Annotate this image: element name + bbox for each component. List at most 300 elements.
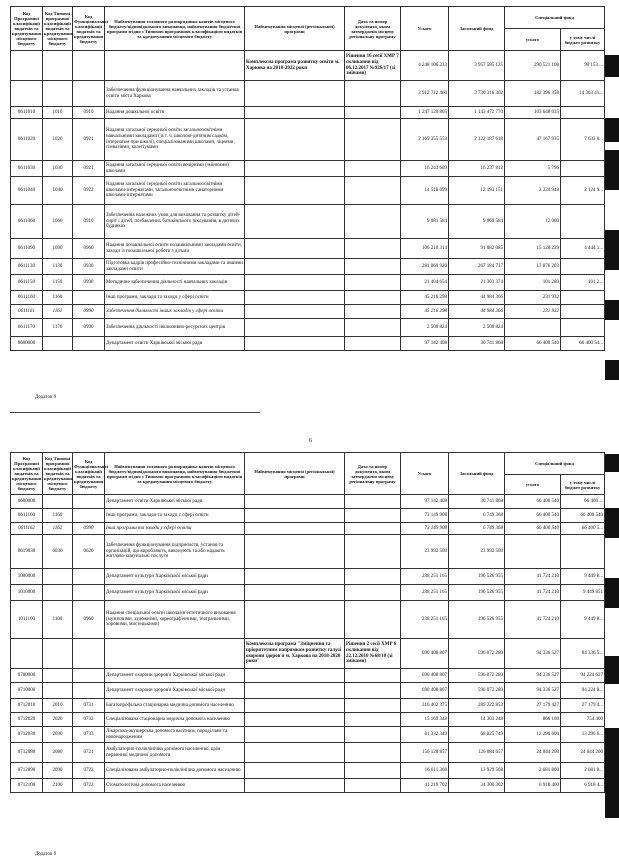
development-budget-cell: 90 153 ... [561,51,605,81]
total-cell: 9 081 584 [401,205,449,239]
table-row [11,535,605,569]
footer-note: Додаток 9 [35,395,57,400]
kfkvk-cell: 0620 [73,535,105,569]
general-fund-cell: 16 237 812 [449,161,505,177]
ktpkvk-cell [43,337,73,351]
doc-cell [345,291,401,305]
special-fund-cell: 94 336 527 [505,669,561,683]
general-fund-cell: 44 984 366 [449,291,505,305]
doc-cell [345,177,401,205]
ktpkvk-cell [43,495,73,509]
doc-cell [345,319,401,337]
general-fund-cell: 30 741 868 [449,337,505,351]
general-fund-cell: 1 143 472 770 [449,107,505,119]
program-cell [245,683,345,699]
table-row [11,743,605,763]
development-budget-cell: 94 224 8... [561,683,605,699]
special-fund-cell: 66 400 540 [505,337,561,351]
special-fund-cell: 27 179 427 [505,699,561,713]
total-cell: 4 248 106 233 [401,51,449,81]
document-page-1 [0,0,619,420]
doc-cell [345,683,401,699]
program-cell: Комплексна програма розвитку освіти м. Харкова на 2018-2022 роки [245,51,345,81]
table-row [11,319,605,337]
table-row [11,305,605,319]
special-fund-cell: 13 876 203 [505,259,561,275]
redaction-mark [605,55,619,77]
kfkvk-cell: 0732 [73,713,105,727]
development-budget-cell: 9 449 8... [561,569,605,585]
doc-cell [345,81,401,107]
ktpkvk-cell: 2020 [43,713,73,727]
total-cell: 41 219 702 [401,779,449,793]
total-cell: 150 128 857 [401,743,449,763]
kvk-cell: 0700000 [11,669,43,683]
doc-cell [345,305,401,319]
general-fund-cell: 21 303 374 [449,275,505,291]
general-fund-cell: 2 122 187 618 [449,119,505,161]
development-budget-cell: 94 224 627 [561,669,605,683]
name-cell: Підготовка кадрів професійно-технічними закладами та іншими закладами освіти [105,259,245,275]
name-cell: Надання дошкільної освіти [105,107,245,119]
development-budget-cell: 66 400 54... [561,337,605,351]
ktpkvk-cell: 1160 [43,509,73,523]
total-cell: 23 992 500 [401,535,449,569]
doc-cell [345,669,401,683]
special-fund-cell: 41 724 210 [505,601,561,639]
name-cell: Департамент охорони здоров'я Харківської міської ради [105,669,245,683]
kvk-cell: 0611010 [11,107,43,119]
kvk-cell: 0611130 [11,259,43,275]
kfkvk-cell [73,639,105,669]
program-cell [245,569,345,585]
general-fund-cell: 196 526 955 [449,601,505,639]
table-row [11,161,605,177]
total-cell: 97 142 408 [401,495,449,509]
special-fund-cell: 94 336 527 [505,683,561,699]
table-row [11,727,605,743]
ktpkvk-cell [43,569,73,585]
header-kfkvk: Код Функціональної класифікації видатків та кредитування бюджету [73,453,105,495]
total-cell: 2 169 355 553 [401,119,449,161]
doc-cell [345,337,401,351]
ktpkvk-cell: 2010 [43,699,73,713]
development-budget-cell: 94 336 5... [561,639,605,669]
table-row [11,639,605,669]
special-fund-cell: 12 296 600 [505,727,561,743]
doc-cell [345,713,401,727]
program-cell [245,305,345,319]
kvk-cell [11,639,43,669]
table-row [11,291,605,305]
table-row [11,495,605,509]
table-row [11,683,605,699]
development-budget-cell: 754 400 [561,713,605,727]
general-fund-cell: 9 069 584 [449,205,505,239]
kvk-cell: 0712020 [11,713,43,727]
kfkvk-cell [73,683,105,699]
kvk-cell: 0611060 [11,205,43,239]
general-fund-cell: 126 084 657 [449,743,505,763]
development-budget-cell [561,161,605,177]
table-row [11,205,605,239]
special-fund-cell: 66 400 540 [505,509,561,523]
table-row [11,509,605,523]
total-cell: 238 251 165 [401,601,449,639]
general-fund-cell: 596 072 280 [449,639,505,669]
doc-cell [345,259,401,275]
table-row [11,177,605,205]
name-cell: Надання загальної середньої освіти загальноосвітніми школами-інтернатами, загальноосвітніми санаторними школами-інтернатами [105,177,245,205]
ktpkvk-cell: 1090 [43,239,73,259]
total-cell: 21 404 654 [401,275,449,291]
ktpkvk-cell: 1162 [43,523,73,535]
special-fund-cell: 101 280 [505,275,561,291]
header-special-dev: у тому числі бюджет розвитку [561,29,605,51]
program-cell [245,177,345,205]
total-cell: 97 142 408 [401,337,449,351]
kfkvk-cell: 0960 [73,601,105,639]
doc-cell: Рішення 16 сесії ХМР 7 скликання від 06.12.2017 №926/17 (зі змінами) [345,51,401,81]
special-fund-cell: 2 681 800 [505,763,561,779]
header-ktpkvk: Код Типової програмної класифікації видатків та кредитування місцевого бюджету [43,453,73,495]
ktpkvk-cell: 2090 [43,763,73,779]
total-cell: 1 247 120 805 [401,107,449,119]
kfkvk-cell [73,337,105,351]
program-cell [245,523,345,535]
table-row [11,259,605,275]
ktpkvk-cell [43,81,73,107]
program-cell [245,509,345,523]
kvk-cell: 1010000 [11,585,43,601]
total-cell: 690 408 807 [401,639,449,669]
kfkvk-cell: 0990 [73,319,105,337]
special-fund-cell: 231 932 [505,291,561,305]
development-budget-cell: 7 633 0... [561,119,605,161]
doc-cell [345,275,401,291]
kvk-cell: 1000000 [11,569,43,585]
redaction-mark [605,300,619,320]
table-row [11,119,605,161]
development-budget-cell: 9 449 8... [561,601,605,639]
program-cell [245,779,345,793]
table-row [11,713,605,727]
kvk-cell: 0712090 [11,763,43,779]
header-general: Загальний фонд [449,7,505,51]
kvk-cell: 0600000 [11,495,43,509]
special-fund-cell: 290 521 108 [505,51,561,81]
kfkvk-cell: 0990 [73,275,105,291]
table-row [11,569,605,585]
special-fund-cell: 66 400 540 [505,495,561,509]
special-fund-cell: 182 396 358 [505,81,561,107]
footer-note: Додаток 9 [35,852,57,857]
program-cell [245,699,345,713]
name-cell: Багатопрофільна стаціонарна медична допомога населенню [105,699,245,713]
program-cell [245,495,345,509]
header-program: Найменування місцевої (регіональної) програми [245,7,345,51]
redaction-mark [605,656,619,684]
kfkvk-cell [73,669,105,683]
general-fund-cell: 23 992 500 [449,535,505,569]
name-cell: Департамент охорони здоров'я Харківської міської ради [105,683,245,699]
name-cell: Спеціалізована амбулаторно-поліклінічна допомога населенню [105,763,245,779]
total-cell: 73 149 908 [401,509,449,523]
development-budget-cell: 27 179 4... [561,699,605,713]
general-fund-cell: 596 072 280 [449,683,505,699]
kvk-cell: 0712100 [11,779,43,793]
doc-cell [345,601,401,639]
ktpkvk-cell: 2080 [43,743,73,763]
kvk-cell: 0611150 [11,275,43,291]
kfkvk-cell: 0930 [73,259,105,275]
doc-cell [345,495,401,509]
name-cell: Забезпечення діяльності інклюзивно-ресурсних центрів [105,319,245,337]
program-cell [245,713,345,727]
doc-cell [345,585,401,601]
development-budget-cell: 6 918 4... [561,779,605,793]
table-row [11,523,605,535]
ktpkvk-cell: 1040 [43,177,73,205]
program-cell [245,319,345,337]
program-cell [245,337,345,351]
header-total: Усього [401,453,449,495]
budget-table [10,452,605,793]
name-cell: Забезпечення функціонування підприємств, установ та організацій, що виробляють, виконують та/або надають житлово-комунальні послуги [105,535,245,569]
redaction-mark [605,728,619,818]
table-row [11,81,605,107]
table-row [11,779,605,793]
total-cell: 81 332 349 [401,727,449,743]
program-cell [245,259,345,275]
general-fund-cell: 267 184 717 [449,259,505,275]
header-kfkvk: Код Функціональної класифікації видатків та кредитування бюджету [73,7,105,51]
budget-table [10,6,605,351]
total-cell: 16 611 368 [401,763,449,779]
doc-cell [345,161,401,177]
doc-cell [345,727,401,743]
ktpkvk-cell: 1130 [43,259,73,275]
ktpkvk-cell [43,683,73,699]
name-cell: Амбулаторно-поліклінічна допомога населенню, крім первинної медичної допомоги [105,743,245,763]
development-budget-cell: 24 044 200 [561,743,605,763]
program-cell [245,205,345,239]
ktpkvk-cell: 6030 [43,535,73,569]
ktpkvk-cell: 1150 [43,275,73,291]
special-fund-cell: 41 724 210 [505,569,561,585]
ktpkvk-cell: 1020 [43,119,73,161]
kfkvk-cell [73,569,105,585]
total-cell: 238 251 165 [401,569,449,585]
doc-cell [345,107,401,119]
kfkvk-cell [73,291,105,305]
kvk-cell: 0712030 [11,727,43,743]
kfkvk-cell [73,81,105,107]
general-fund-cell: 3 957 585 125 [449,51,505,81]
header-ktpkvk: Код Типової програмної класифікації видатків та кредитування місцевого бюджету [43,7,73,51]
name-cell: Забезпечення діяльності інших закладів у сфері освіти [105,305,245,319]
name-cell: Надання позашкільної освіти позашкільними закладами освіти, заходи із позашкільної роботи з дітьми [105,239,245,259]
development-budget-cell [561,305,605,319]
header-name: Найменування головного розпорядника коштів місцевого бюджету/відповідального виконавця, найменування бюджетної програми згідно з Типовою програмною класифікацією видатків та кредитування місцевого бюджету [105,453,245,495]
ktpkvk-cell [43,639,73,669]
kfkvk-cell [73,51,105,81]
kvk-cell: 0611161 [11,305,43,319]
development-budget-cell [561,291,605,305]
name-cell: Надання спеціальної освіти школами естетичного виховання (музичними, художніми, хореографічними, театральними, хоровими, мистецькими) [105,601,245,639]
ktpkvk-cell: 1160 [43,291,73,305]
redaction-mark [605,454,619,472]
name-cell: Методичне забезпечення діяльності навчальних закладів [105,275,245,291]
header-name: Найменування головного розпорядника коштів місцевого бюджету/відповідального виконавця, найменування бюджетної програми згідно з Типовою програмною класифікацією видатків та кредитування місцевого бюджету [105,7,245,51]
kfkvk-cell [73,509,105,523]
special-fund-cell [505,319,561,337]
kfkvk-cell: 0721 [73,743,105,763]
kfkvk-cell: 0910 [73,107,105,119]
doc-cell [345,743,401,763]
name-cell: Інші програми, заклади та заходи у сфері освіти [105,509,245,523]
general-fund-cell: 13 929 568 [449,763,505,779]
total-cell: 316 402 375 [401,699,449,713]
redaction-mark [605,578,619,608]
program-cell [245,743,345,763]
ktpkvk-cell: 1010 [43,107,73,119]
general-fund-cell: 12 193 151 [449,177,505,205]
header-doc: Дата та номер документа, яким затверджено місцеву регіональну програму [345,453,401,495]
program-cell [245,535,345,569]
doc-cell [345,119,401,161]
doc-cell [345,779,401,793]
program-cell [245,119,345,161]
name-cell: Стоматологічна допомога населенню [105,779,245,793]
name-cell: Департамент культури Харківської міської ради [105,569,245,585]
development-budget-cell: 66 400 ... [561,495,605,509]
program-cell [245,669,345,683]
table-row [11,699,605,713]
kfkvk-cell: 0733 [73,727,105,743]
table-row [11,585,605,601]
development-budget-cell [561,107,605,119]
total-cell: 281 060 920 [401,259,449,275]
general-fund-cell: 14 303 248 [449,713,505,727]
special-fund-cell: 47 167 935 [505,119,561,161]
kfkvk-cell: 0731 [73,699,105,713]
kvk-cell: 0611020 [11,119,43,161]
development-budget-cell [561,259,605,275]
doc-cell [345,205,401,239]
special-fund-cell: 24 044 200 [505,743,561,763]
ktpkvk-cell [43,669,73,683]
ktpkvk-cell: 1030 [43,161,73,177]
development-budget-cell: 66 400 5... [561,523,605,535]
doc-cell [345,509,401,523]
general-fund-cell: 6 749 368 [449,509,505,523]
total-cell: 15 169 348 [401,713,449,727]
name-cell: Надання загальної середньої освіти вечірніми (змінними) школами [105,161,245,177]
total-cell: 690 408 807 [401,669,449,683]
general-fund-cell: 196 526 955 [449,585,505,601]
kfkvk-cell: 0722 [73,779,105,793]
kvk-cell: 0611162 [11,523,43,535]
total-cell: 73 149 908 [401,523,449,535]
table-row [11,239,605,259]
general-fund-cell: 30 741 868 [449,495,505,509]
development-budget-cell: 9 449 851 [561,585,605,601]
header-special: Спеціальний фонд [505,453,605,475]
general-fund-cell: 196 526 955 [449,569,505,585]
total-cell: 14 518 099 [401,177,449,205]
header-kvk: Код Програмної класифікації видатків та кредитування місцевого бюджету [11,7,43,51]
program-cell [245,763,345,779]
kvk-cell: 0619030 [11,535,43,569]
kvk-cell: 0710000 [11,683,43,699]
program-cell [245,239,345,259]
redaction-mark [605,150,619,190]
header-special-dev: у тому числі бюджет розвитку [561,475,605,495]
table-row [11,337,605,351]
kfkvk-cell [73,495,105,509]
name-cell: Департамент освіти Харківської міської ради [105,337,245,351]
program-cell [245,291,345,305]
doc-cell [345,569,401,585]
ktpkvk-cell: 1170 [43,319,73,337]
kvk-cell: 0611160 [11,509,43,523]
doc-cell [345,239,401,259]
development-budget-cell: 2 681 8... [561,763,605,779]
total-cell: 45 216 298 [401,305,449,319]
total-cell: 106 210 314 [401,239,449,259]
header-doc: Дата та номер документа, яким затверджено місцеву регіональну програму [345,7,401,51]
development-budget-cell: 101 2... [561,275,605,291]
special-fund-cell: 2 324 948 [505,177,561,205]
name-cell: Забезпечення функціонування навчальних закладів та установ освіти міста Харкова [105,81,245,107]
development-budget-cell: 13 296 6... [561,727,605,743]
development-budget-cell: 66 400 540 [561,509,605,523]
name-cell: Департамент освіти Харківської міської ради [105,495,245,509]
development-budget-cell [561,205,605,239]
program-cell [245,275,345,291]
ktpkvk-cell: 1060 [43,205,73,239]
special-fund-cell: 15 128 229 [505,239,561,259]
ktpkvk-cell [43,585,73,601]
name-cell: Департамент культури Харківської міської ради [105,585,245,601]
name-cell: Лікарсько-акушерська допомога вагітним, породіллям та новонародженим [105,727,245,743]
name-cell: Забезпечення належних умов для виховання та розвитку дітей-сиріт і дітей, позбавлених батьківського піклування, в дитячих будинках [105,205,245,239]
name-cell: Спеціалізована стаціонарна медична допомога населенню [105,713,245,727]
general-fund-cell: 6 749 368 [449,523,505,535]
ktpkvk-cell: 2100 [43,779,73,793]
total-cell: 16 243 609 [401,161,449,177]
table-row [11,763,605,779]
kvk-cell: 0611030 [11,161,43,177]
special-fund-cell: 66 400 540 [505,523,561,535]
kvk-cell: 0712080 [11,743,43,763]
table-row [11,107,605,119]
kvk-cell [11,51,43,81]
general-fund-cell: 3 730 316 302 [449,81,505,107]
total-cell: 45 216 298 [401,291,449,305]
kfkvk-cell: 0722 [73,763,105,779]
header-total: Усього [401,7,449,51]
total-cell: 238 251 165 [401,585,449,601]
ktpkvk-cell [43,51,73,81]
table-row [11,275,605,291]
special-fund-cell: 41 724 210 [505,585,561,601]
kfkvk-cell: 0910 [73,205,105,239]
redaction-mark [605,360,619,380]
development-budget-cell: 4 444 1... [561,239,605,259]
program-cell [245,727,345,743]
